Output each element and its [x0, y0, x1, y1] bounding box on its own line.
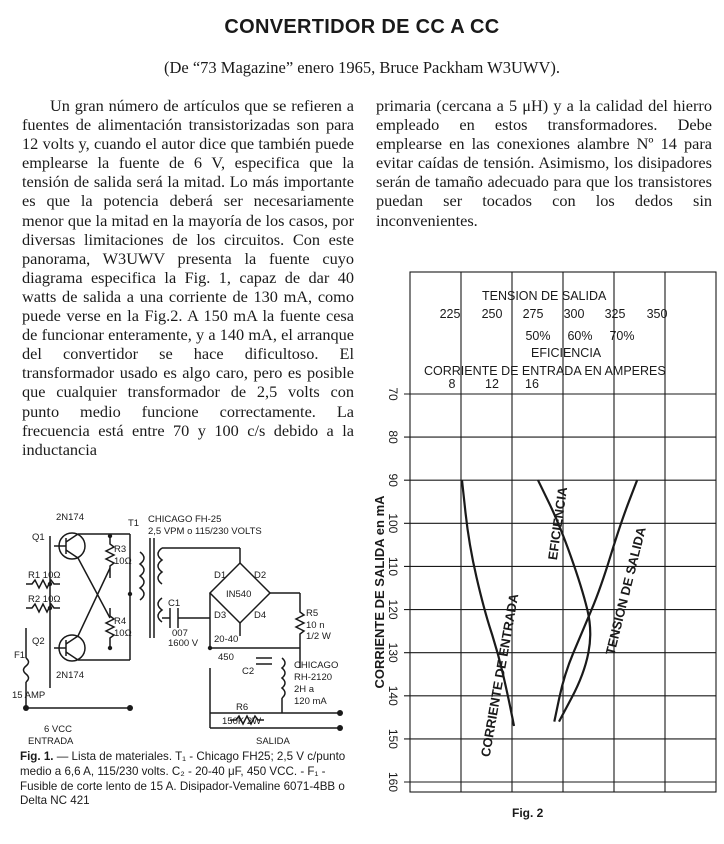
fig2-y-tick-label: 140	[386, 685, 400, 706]
t1-desc-1: CHICAGO FH-25	[148, 514, 222, 525]
r1-label: R1 10Ω	[28, 570, 61, 581]
q1-type-label: 2N174	[56, 512, 84, 523]
fig2-tension-tick: 300	[563, 307, 585, 321]
body-paragraph-1: Un gran número de artículos que se refieren a fuentes de alimentación transistorizadas son para 12 volts y, cuando el autor dice que también puede emplearse la fuente de 6 V, especifica que la tensión de salida será la mitad. Lo más importante es que la potencia deberá ser necesariamente menor que la mitad en la mayoría de los casos, por diversas limitaciones de los circuitos. Con este panorama, W3UWV presenta la fuente cuyo diagrama especifica la Fig. 1, capaz de dar 40 watts de salida a una corriente de 130 mA, como puede verse en la Fig.2. A 150 mA la fuente cesa de funcionar enteramente, y a 140 mA, el arranque del convertidor se hace dificultoso. El transformador usado es algo caro, pero es posible que cualquier transformador de 2,5 volts con punto medio funcione correctamente. La frecuencia está entre 70 y 100 c/s debido a la inductancia	[22, 96, 354, 459]
choke-label-3: 2H a	[294, 684, 315, 695]
r5-value-2: 1/2 W	[306, 631, 331, 642]
fig2-corriente-tick: 16	[525, 377, 539, 391]
r6-label: R6	[236, 702, 249, 713]
r3-value: 10Ω	[114, 556, 132, 567]
d2-label: D2	[254, 570, 267, 581]
q1-ref-label: Q1	[32, 532, 45, 543]
fig2-y-axis-label: CORRIENTE DE SALIDA en mA	[372, 495, 387, 689]
r6-value: 150K 2W	[222, 716, 262, 727]
fig2-chart	[366, 262, 720, 802]
fig1-caption-text: — Lista de materiales. T₁ - Chicago FH25; 2,5 V c/punto medio a 6,6 A, 115/230 volts. C₂ - 20-40 μF, 450 VCC. - F₁ - Fusible de corte lento de 15 A. Disipador-Vemaline 6071-4BB o Delta NC 421	[20, 750, 346, 808]
fig1-caption	[20, 750, 360, 809]
fig2-tension-tick: 225	[439, 307, 461, 321]
output-label: SALIDA	[256, 736, 290, 747]
fig2-y-tick-label: 130	[386, 642, 400, 663]
fig1-caption-label: Fig. 1.	[20, 750, 54, 763]
fig2-caption: Fig. 2	[512, 806, 544, 820]
fig2-eficiencia-tick: 60%	[567, 329, 593, 343]
c1-value-1: 007	[172, 628, 188, 639]
input-label-2: ENTRADA	[28, 736, 74, 747]
f1-label: F1	[14, 650, 26, 661]
c2-value-2: 450	[218, 652, 234, 663]
d1-label: D1	[214, 570, 227, 581]
t1-label: T1	[128, 518, 140, 529]
fig2-y-tick-label: 100	[386, 513, 400, 534]
d3-label: D3	[214, 610, 227, 621]
r3-label: R3	[114, 544, 127, 555]
q2-ref-label: Q2	[32, 636, 45, 647]
fig2-y-tick-label: 150	[386, 728, 400, 749]
fig2-curve-label-tension: TENSION DE SALIDA	[602, 525, 649, 657]
fig2-y-tick-label: 120	[386, 599, 400, 620]
r5-label: R5	[306, 608, 319, 619]
r5-value-1: 10 n	[306, 620, 325, 631]
c1-label: C1	[168, 598, 181, 609]
c2-label: C2	[242, 666, 255, 677]
fig2-eficiencia-axis-label: EFICIENCIA	[531, 346, 602, 360]
body-column-left	[22, 96, 354, 459]
choke-label-2: RH-2120	[294, 672, 333, 683]
r4-value: 10Ω	[114, 628, 132, 639]
fig2-tension-tick: 250	[481, 307, 503, 321]
fig1-schematic	[10, 508, 362, 752]
r2-label: R2 10Ω	[28, 594, 61, 605]
fig2-corriente-tick: 8	[448, 377, 456, 391]
fig2-y-tick-label: 110	[386, 556, 400, 577]
input-label: 6 VCC	[44, 724, 72, 735]
choke-label-4: 120 mA	[294, 696, 327, 707]
f1-value: 15 AMP	[12, 690, 46, 701]
fig2-y-tick-label: 80	[386, 430, 400, 444]
fig2-y-tick-label: 90	[386, 473, 400, 487]
fig2-tension-tick: 325	[604, 307, 626, 321]
bridge-label: IN540	[226, 589, 252, 600]
fig2-y-tick-label: 70	[386, 387, 400, 401]
fig2-tension-axis-label: TENSION DE SALIDA	[482, 289, 607, 303]
c1-value-2: 1600 V	[168, 638, 199, 649]
q2-type-label: 2N174	[56, 670, 84, 681]
fig2-curve-label-corriente: CORRIENTE DE ENTRADA	[477, 592, 522, 758]
c2-value-1: 20-40	[214, 634, 239, 645]
r4-label: R4	[114, 616, 127, 627]
fig2-eficiencia-tick: 50%	[525, 329, 551, 343]
fig2-y-tick-label: 160	[386, 771, 400, 793]
fig2-corriente-tick: 12	[485, 377, 499, 391]
fig2-corriente-axis-label: CORRIENTE DE ENTRADA EN AMPERES	[424, 364, 666, 378]
fig2-eficiencia-tick: 70%	[609, 329, 635, 343]
fig2-tension-tick: 350	[646, 307, 668, 321]
choke-label-1: CHICAGO	[294, 660, 339, 671]
body-column-right	[376, 96, 712, 230]
body-paragraph-2: primaria (cercana a 5 μH) y a la calidad del hierro empleado en estos transformadores. Debe emplearse en las conexiones alambre Nº 14 para evitar caídas de tensión. Asimismo, los disipadores serán de tamaño adecuado para que los transistores puedan ser tocados con los dedos sin inconvenientes.	[376, 96, 712, 230]
fig2-tension-tick: 275	[522, 307, 544, 321]
fig2-curve-label-eficiencia: EFICIENCIA	[544, 485, 571, 561]
t1-desc-2: 2,5 VPM o 115/230 VOLTS	[148, 526, 262, 537]
article-subtitle: (De “73 Magazine” enero 1965, Bruce Packham W3UWV).	[164, 58, 560, 77]
d4-label: D4	[254, 610, 267, 621]
article-title: CONVERTIDOR DE CC A CC	[224, 16, 500, 38]
